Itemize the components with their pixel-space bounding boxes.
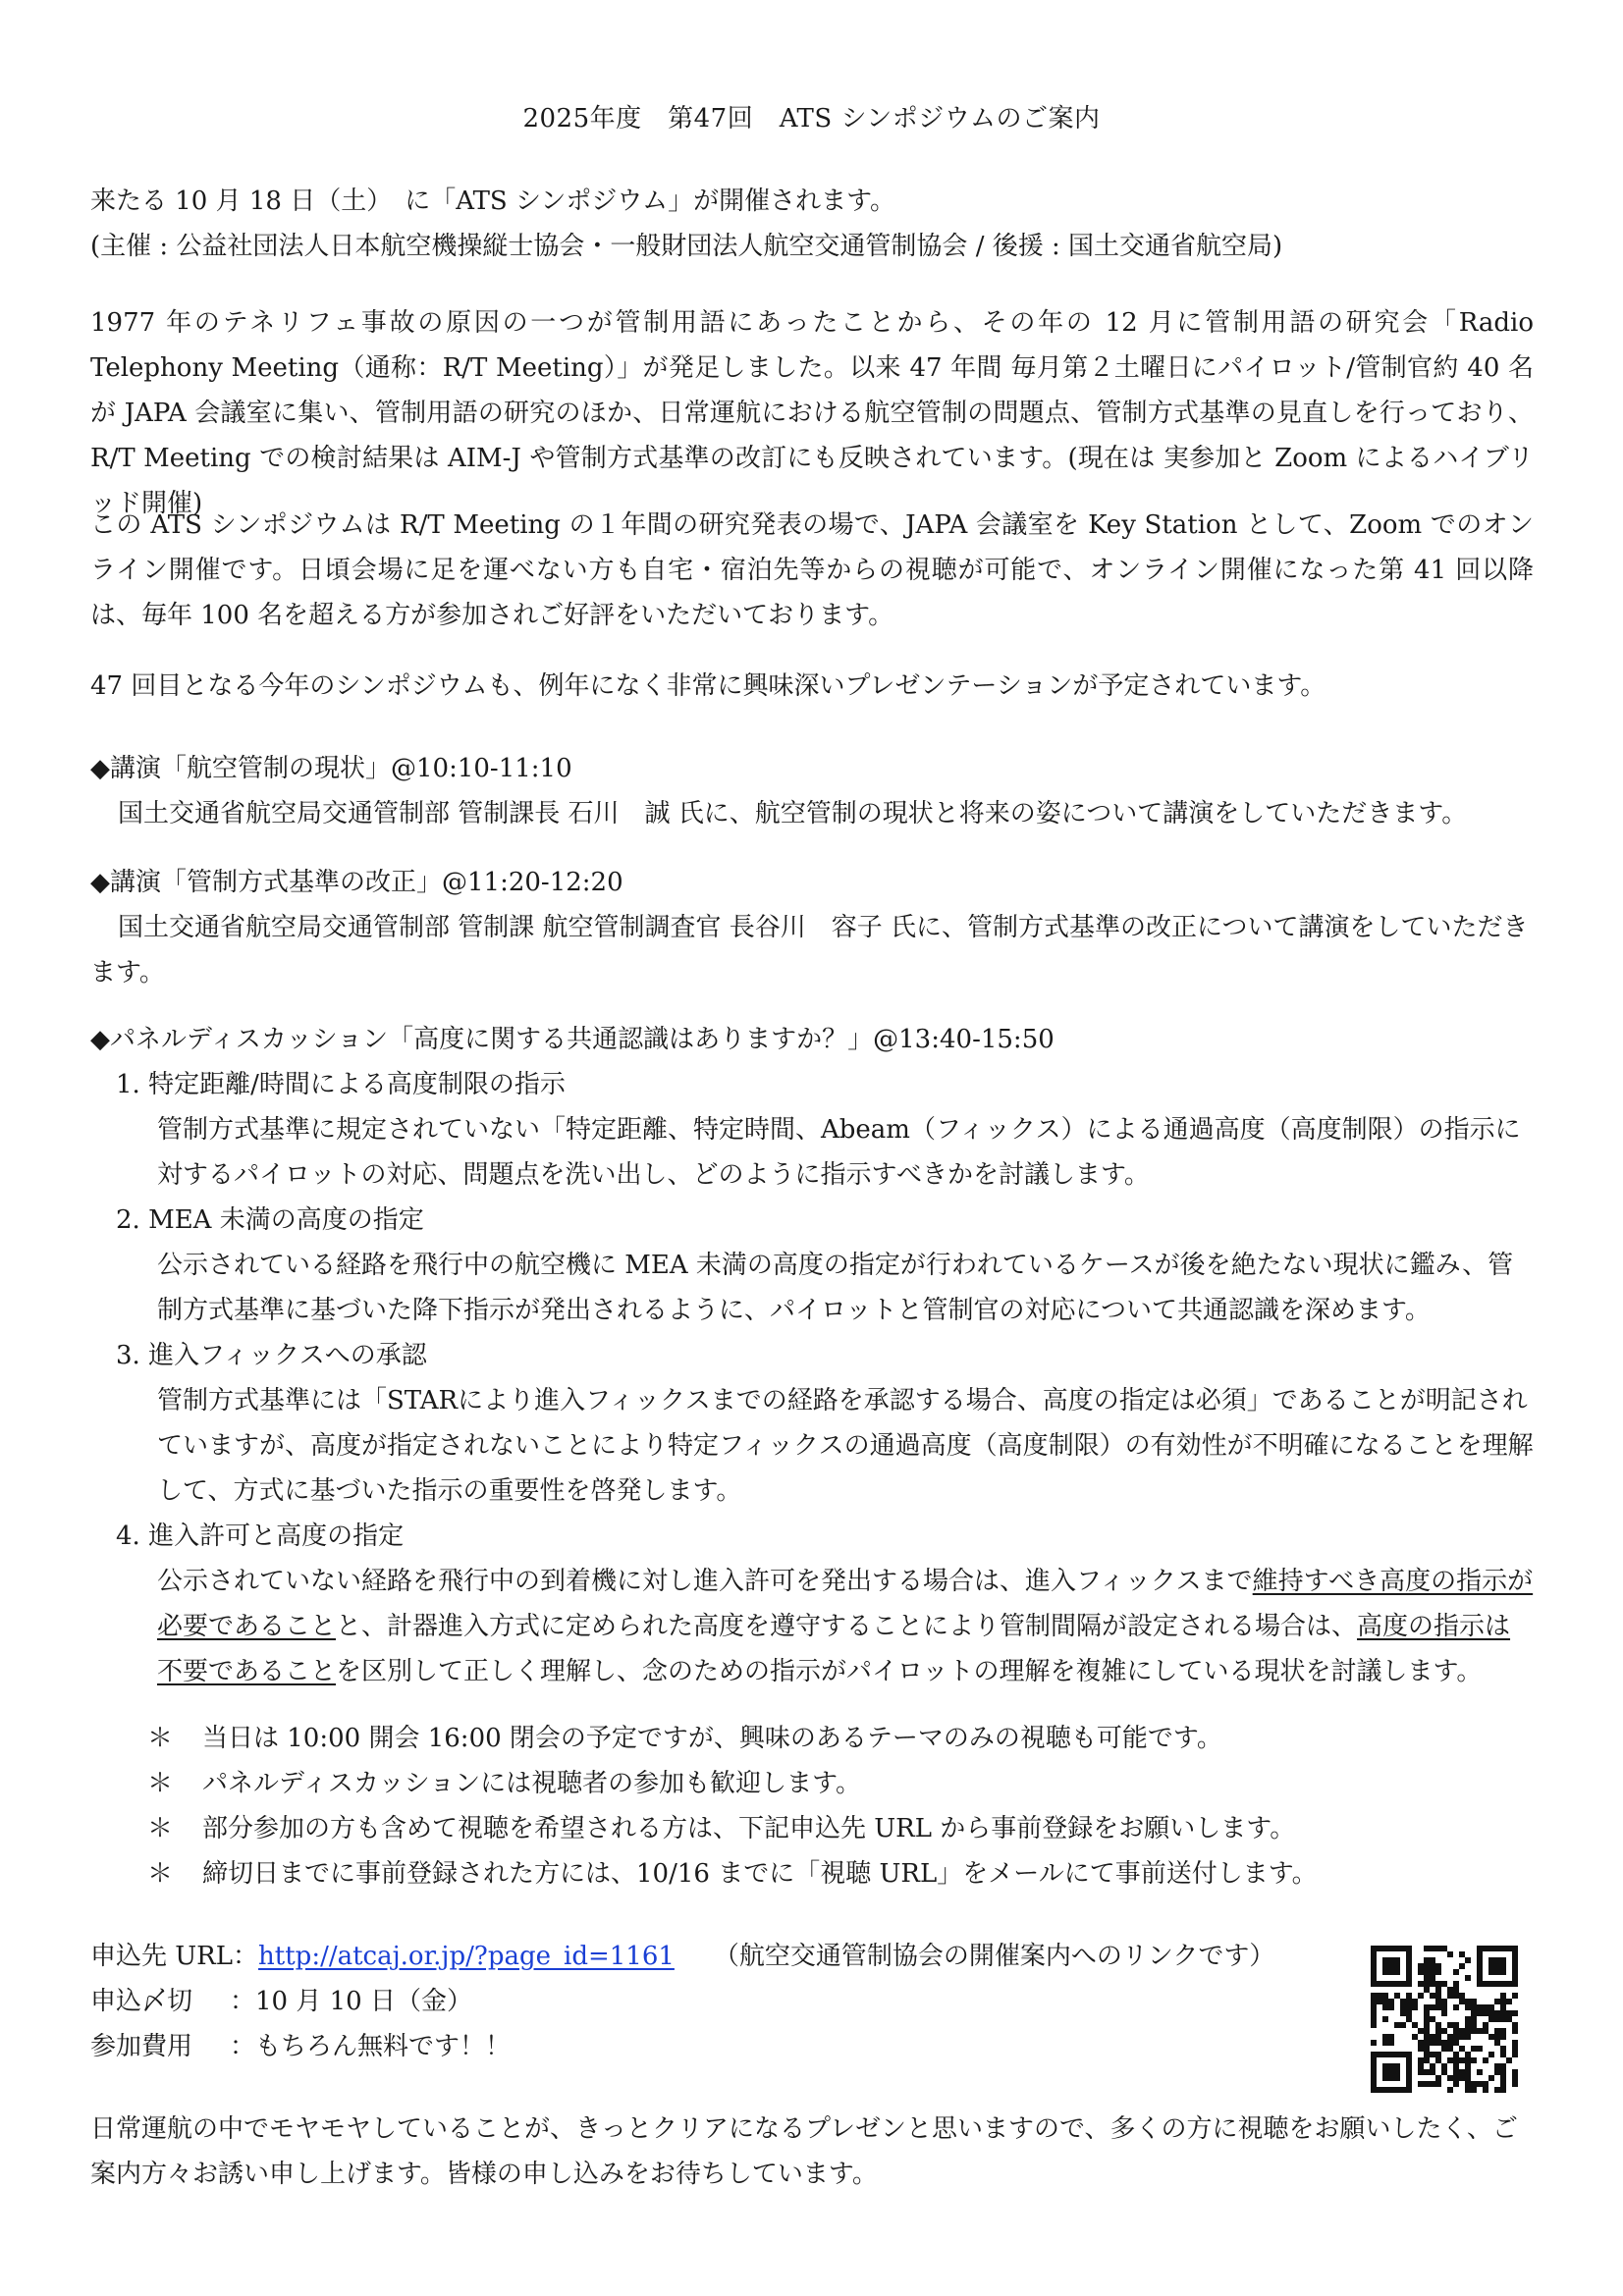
topic-4-title: 4. 進入許可と高度の指定: [116, 1522, 405, 1551]
topic-2-title: 2. MEA 未満の高度の指定: [116, 1205, 424, 1235]
application-url-link[interactable]: http://atcaj.or.jp/?page_id=1161: [258, 1942, 675, 1971]
fee-value: ：もちろん無料です！！: [230, 2032, 512, 2061]
fee-label: 参加費用: [90, 2032, 193, 2061]
panel-topics: [116, 1062, 1534, 1694]
note-asterisk: ＊: [147, 1769, 174, 1798]
topic-3: [116, 1333, 1534, 1514]
deadline-row: [90, 1979, 1367, 2024]
topic-4-underline-2: 高度の指示は不要であること: [157, 1612, 1511, 1686]
topic-3-body: 管制方式基準には「STARにより進入フィックスまでの経路を承認する場合、高度の指定は必須」であることが明記されていますが、高度が指定されないことにより特定フィックスの通過高度（高度制限）の有効性が不明確になることを理解して、方式に基づいた指示の重要性を啓発します。: [157, 1386, 1534, 1506]
lecture-1: [90, 746, 1534, 836]
deadline-label: 申込〆切: [90, 1987, 193, 2016]
note-item: [147, 1716, 1522, 1761]
closing-paragraph: 日常運航の中でモヤモヤしていることが、きっとクリアになるプレゼンと思いますので、多くの方に視聴をお願いしたく、ご案内方々お誘い申し上げます。皆様の申し込みをお待ちしています。: [90, 2114, 1518, 2189]
topic-4-text-b: と、計器進入方式に定められた高度を遵守することにより管制間隔が設定される場合は、: [336, 1612, 1358, 1641]
topic-1: [116, 1062, 1534, 1198]
panel-heading: ◆パネルディスカッション「高度に関する共通認識はありますか？」@13:40-15:50: [90, 1025, 1055, 1054]
note-text: 部分参加の方も含めて視聴を希望される方は、下記申込先 URL から事前登録をお願いします。: [202, 1814, 1296, 1843]
note-asterisk: ＊: [147, 1724, 174, 1753]
intro-line: 来たる 10 月 18 日（土） に「ATS シンポジウム」が開催されます。: [90, 187, 896, 216]
topic-3-title: 3. 進入フィックスへの承認: [116, 1341, 427, 1370]
organizers-line: (主催 : 公益社団法人日本航空機操縦士協会・一般財団法人航空交通管制協会 / 後援 : 国土交通省航空局): [90, 232, 1283, 261]
topic-2-body: 公示されている経路を飛行中の航空機に MEA 未満の高度の指定が行われているケースが後を絶たない現状に鑑み、管制方式基準に基づいた降下指示が発出されるように、パイロットと管制官の対応について共通認識を深めます。: [157, 1251, 1514, 1325]
application-url-label: 申込先 URL：: [90, 1942, 259, 1971]
note-item: [147, 1806, 1522, 1851]
lecture-1-heading: ◆講演「航空管制の現状」@10:10-11:10: [90, 754, 572, 783]
fee-row: [90, 2024, 1367, 2069]
topic-4-body: [116, 1559, 1534, 1694]
lecture-2: [90, 860, 1534, 995]
note-text: 締切日までに事前登録された方には、10/16 までに「視聴 URL」をメールにて事前送付します。: [202, 1859, 1318, 1889]
topic-1-title: 1. 特定距離/時間による高度制限の指示: [116, 1070, 566, 1099]
note-text: 当日は 10:00 開会 16:00 閉会の予定ですが、興味のあるテーマのみの視聴も可能です。: [202, 1724, 1222, 1753]
note-asterisk: ＊: [147, 1859, 174, 1889]
note-text: パネルディスカッションには視聴者の参加も歓迎します。: [202, 1769, 862, 1798]
application-url-note: （航空交通管制協会の開催案内へのリンクです）: [713, 1942, 1275, 1971]
topic-2: [116, 1198, 1534, 1333]
page-title: 2025年度 第47回 ATS シンポジウムのご案内: [522, 104, 1101, 133]
application-info: [90, 1934, 1367, 2069]
topic-4: [116, 1514, 1534, 1694]
note-item: [147, 1851, 1522, 1896]
topic-4-text-c: を区別して正しく理解し、念のための指示がパイロットの理解を複雑にしている現状を討議します。: [336, 1657, 1483, 1686]
notes-list: [147, 1716, 1522, 1896]
topic-4-text-a: 公示されていない経路を飛行中の到着機に対し進入許可を発出する場合は、進入フィックスまで: [157, 1567, 1253, 1596]
lecture-2-heading: ◆講演「管制方式基準の改正」@11:20-12:20: [90, 868, 623, 897]
this-year-paragraph: 47 回目となる今年のシンポジウムも、例年になく非常に興味深いプレゼンテーションが予定されています。: [90, 671, 1326, 701]
symposium-paragraph: この ATS シンポジウムは R/T Meeting の１年間の研究発表の場で、JAPA 会議室を Key Station として、Zoom でのオンライン開催です。日頃会場に足を運べない方も自宅・宿泊先等からの視聴が可能で、オンライン開催になった第 41 回以降は、毎年 100 名を超える方が参加されご好評をいただいております。: [90, 510, 1534, 630]
topic-1-body: 管制方式基準に規定されていない「特定距離、特定時間、Abeam（フィックス）による通過高度（高度制限）の指示に対するパイロットの対応、問題点を洗い出し、どのように指示すべきかを討議します。: [157, 1115, 1521, 1190]
note-item: [147, 1761, 1522, 1806]
lecture-2-description: 国土交通省航空局交通管制部 管制課 航空管制調査官 長谷川 容子 氏に、管制方式基準の改正について講演をしていただきます。: [90, 913, 1529, 988]
application-url-row: [90, 1934, 1367, 1979]
qr-code-icon[interactable]: [1371, 1946, 1518, 2093]
topic-4-underline-1: 維持すべき高度の指示が必要であること: [157, 1567, 1534, 1641]
lecture-1-description: 国土交通省航空局交通管制部 管制課長 石川 誠 氏に、航空管制の現状と将来の姿について講演をしていただきます。: [118, 799, 1468, 828]
intro-paragraph: [90, 179, 1534, 269]
deadline-value: ：10 月 10 日（金）: [230, 1987, 472, 2016]
note-asterisk: ＊: [147, 1814, 174, 1843]
history-paragraph: 1977 年のテネリフェ事故の原因の一つが管制用語にあったことから、その年の 12 月に管制用語の研究会「Radio Telephony Meeting（通称：R/T Meeting）」が発足しました。以来 47 年間 毎月第２土曜日にパイロット/管制官約 40 名が JAPA 会議室に集い、管制用語の研究のほか、日常運航における航空管制の問題点、管制方式基準の見直しを行っており、R/T Meeting での検討結果は AIM-J や管制方式基準の改訂にも反映されています。(現在は 実参加と Zoom によるハイブリッド開催): [90, 308, 1534, 518]
